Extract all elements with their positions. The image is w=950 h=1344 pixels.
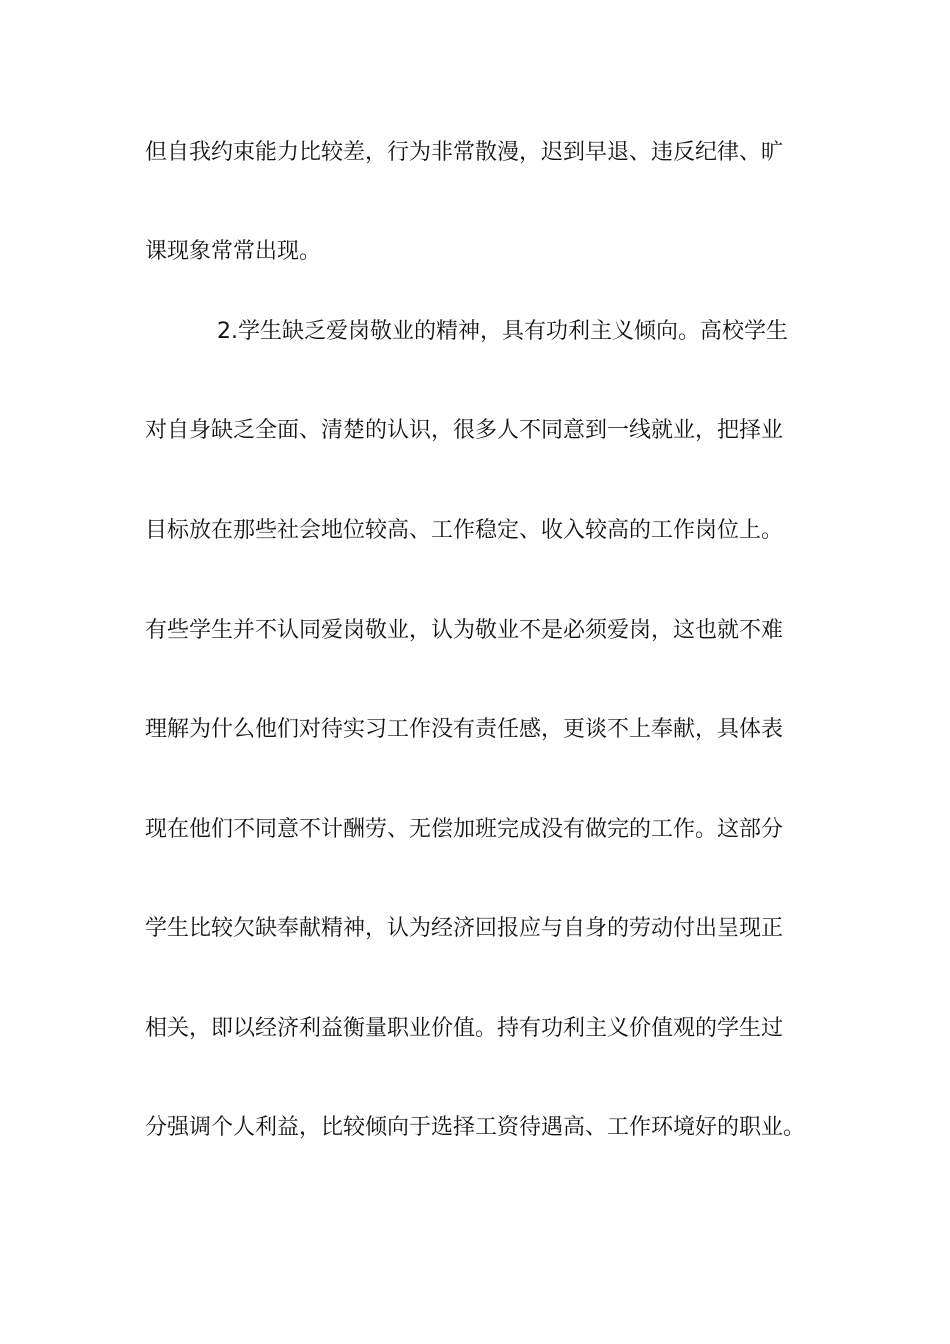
text-line-9: 学生比较欠缺奉献精神，认为经济回报应与自身的劳动付出呈现正 [145,916,784,941]
paragraph-start-line: 2.学生缺乏爱岗敬业的精神，具有功利主义倾向。高校学生 [217,319,788,344]
text-line-11: 分强调个人利益，比较倾向于选择工资待遇高、工作环境好的职业。 [145,1115,806,1140]
text-line-2: 课现象常常出现。 [145,239,322,264]
text-line-6: 有些学生并不认同爱岗敬业，认为敬业不是必须爱岗，这也就不难 [145,618,784,643]
text-line-4: 对自身缺乏全面、清楚的认识，很多人不同意到一线就业，把择业 [145,418,784,443]
text-line-8: 现在他们不同意不计酬劳、无偿加班完成没有做完的工作。这部分 [145,817,784,842]
text-line-1: 但自我约束能力比较差，行为非常散漫，迟到早退、违反纪律、旷 [145,140,784,165]
text-line-10: 相关，即以经济利益衡量职业价值。持有功利主义价值观的学生过 [145,1016,784,1041]
text-line-7: 理解为什么他们对待实习工作没有责任感，更谈不上奉献，具体表 [145,717,784,742]
text-line-5: 目标放在那些社会地位较高、工作稳定、收入较高的工作岗位上。 [145,518,784,543]
